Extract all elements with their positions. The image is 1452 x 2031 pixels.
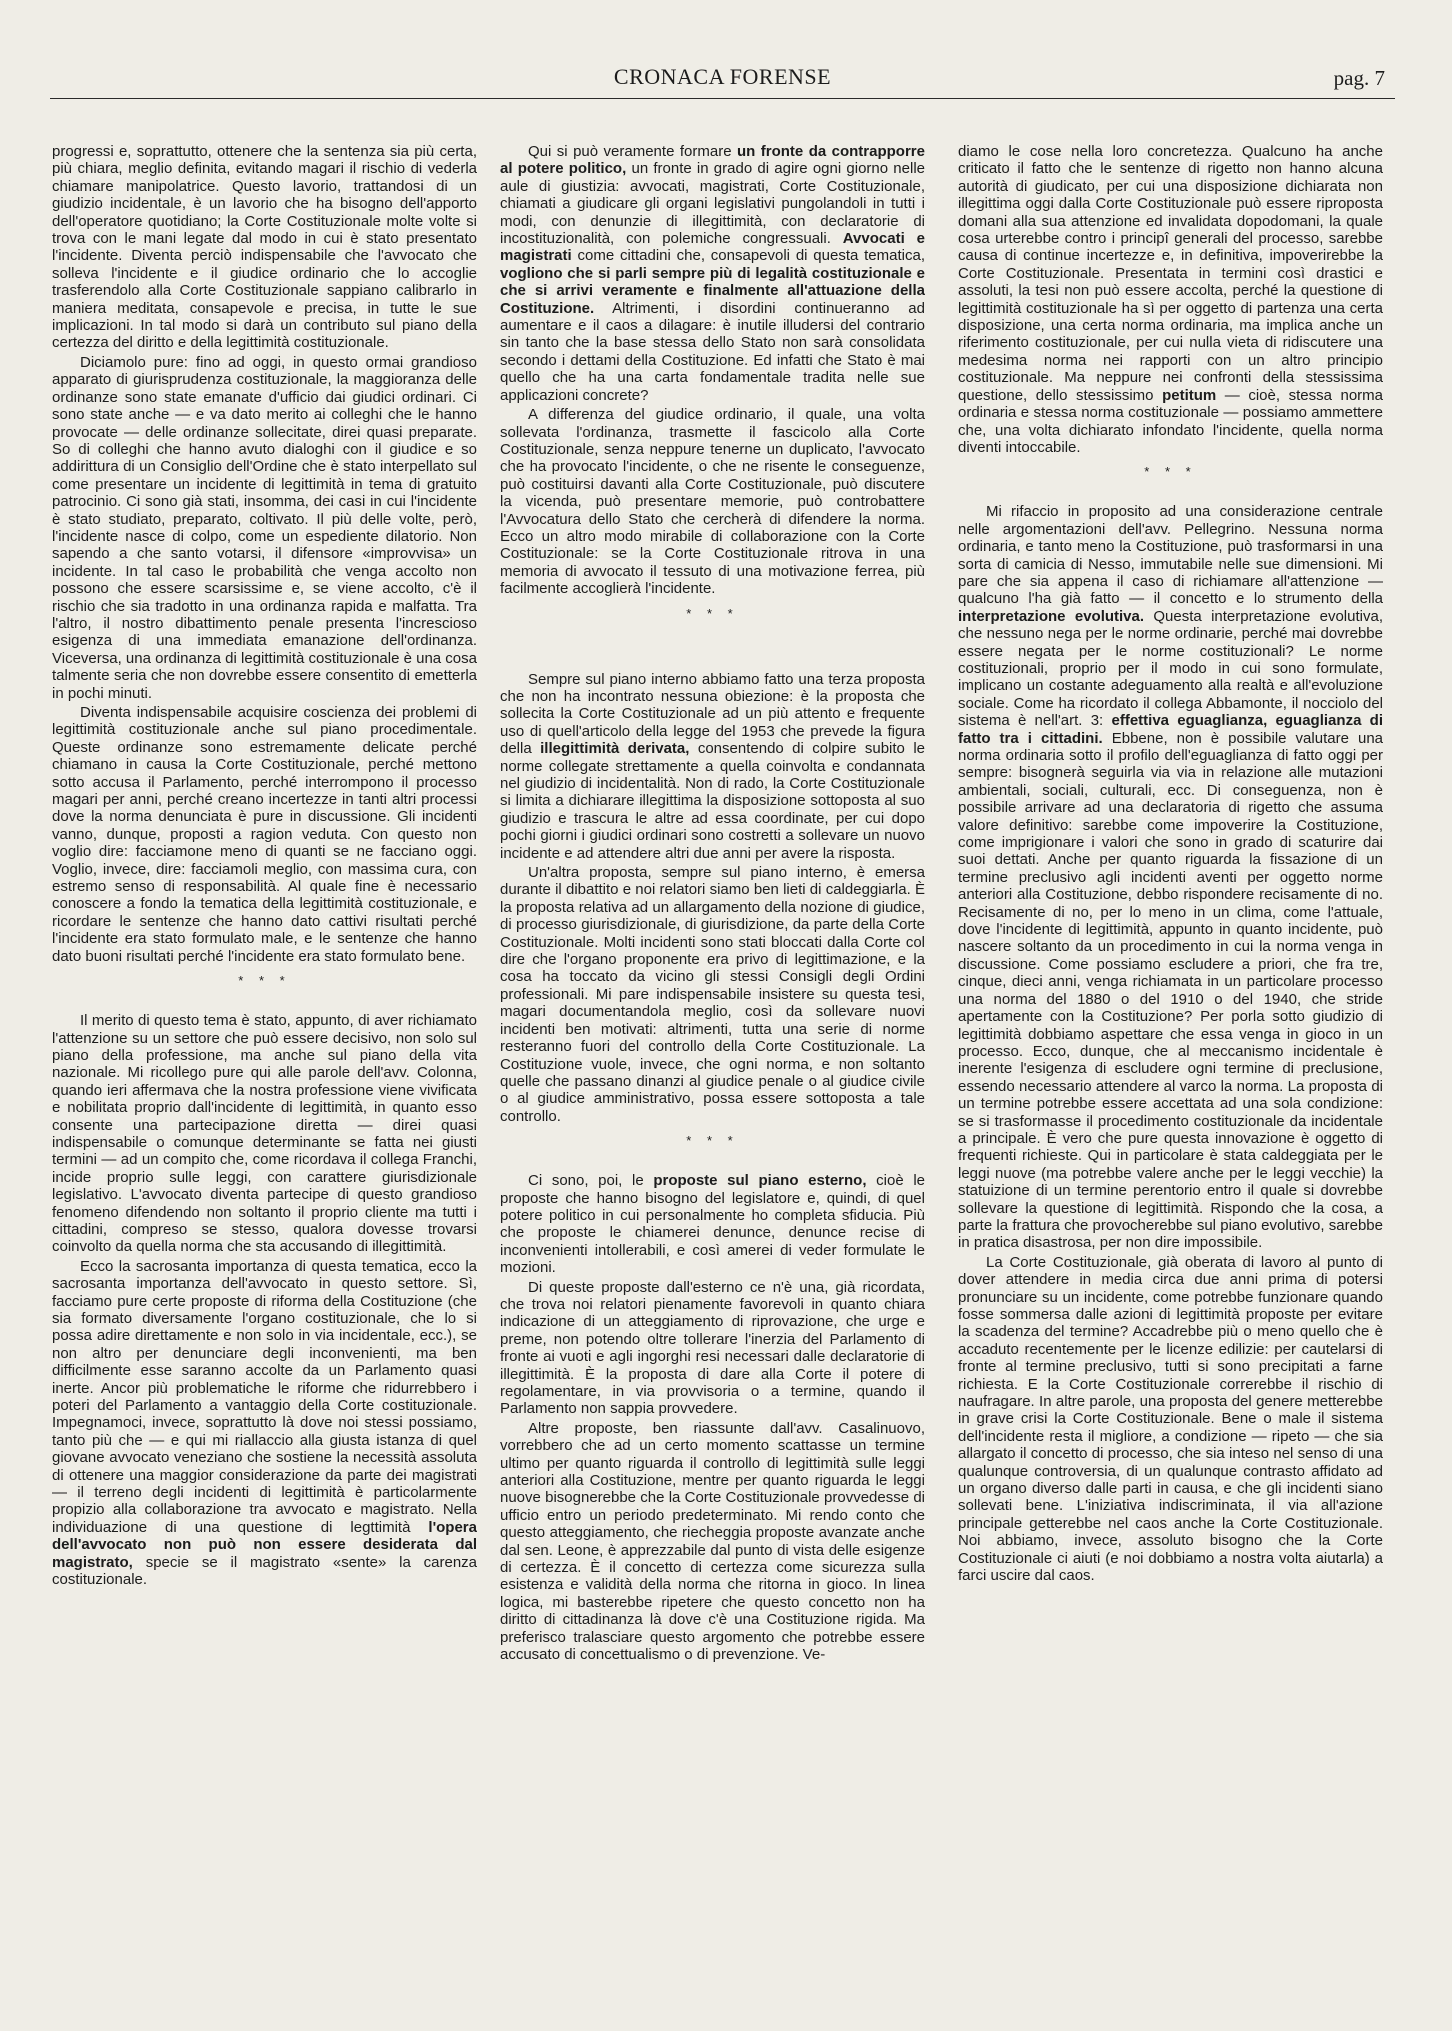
paragraph: Di queste proposte dall'esterno ce n'è una, già ricordata, che trova noi relatori pienamente favorevoli in quanto chiara indicazione di un atteggiamento di riprovazione, che urge e preme, non potendo oltre tollerare l'inerzia del Parlamento di fronte ai vuoti e agli ingorghi resi necessari dalle declaratorie di illegittimità. È la proposta di dare alla Corte il potere di regolamentare, in via provvisoria o a termine, quando il Parlamento non sappia provvedere. (500, 1278, 925, 1418)
section-separator: * * * (686, 1133, 739, 1149)
paragraph: Un'altra proposta, sempre sul piano interno, è emersa durante il dibattito e noi relatori siamo ben lieti di caldeggiarla. È la proposta relativa ad un allargamento della nozione di giudice, di processo giurisdizionale, di giurisdizione, da parte della Corte Costituzionale. Molti incidenti sono stati bloccati dalla Corte col dire che l'organo proponente era privo di legittimazione, e la cosa ha toccato da vicino gli stessi Consigli degli Ordini professionali. Mi pare indispensabile insistere su questa tesi, magari documentandola meglio, così da sollevare nuovi incidenti ben motivati: altrimenti, tutta una serie di norme resteranno fuori del controllo della Corte Costituzionale. La Costituzione vuole, invece, che ogni norma, e non soltanto quelle che passano dinanzi al giudice penale o al giudice civile o al giudice amministrativo, possa essere sottoposta a tale controllo. (500, 864, 925, 1125)
paragraph (500, 1172, 925, 1276)
section-separator: * * * (238, 973, 291, 989)
spacer (500, 645, 925, 671)
section-separator: * * * (686, 605, 739, 621)
journal-title: CRONACA FORENSE (613, 64, 832, 89)
page-number: pag. 7 (1333, 66, 1385, 90)
text-run: un fronte in grado di agire ogni giorno nelle aule di giustizia: avvocati, magistrati, Corte Costituzionale, chiamati a giudicare gli organi legislativi pungolandoli in tutti i modi, con denunzie di illegittimità, con declaratorie di incostituzionalità, con polemiche congressuali. (500, 160, 925, 248)
page-header (50, 58, 1395, 99)
text-run: — cioè, stessa norma ordinaria e stessa norma costituzionale — possiamo ammettere che, una volta dichiarato infondato l'incidente, quella norma diventi intoccabile. (958, 386, 1383, 456)
paragraph (958, 503, 1383, 1251)
text-run: Sempre sul piano interno abbiamo fatto una terza proposta che non ha incontrato nessuna obiezione: è la proposta che sollecita la Corte Costituzionale ad un più attento e frequente uso di quell'articolo della legge del 1953 che prevede la figura della (500, 670, 925, 758)
bold-text: petitum (1162, 386, 1217, 404)
paragraph: Diciamolo pure: fino ad oggi, in questo ormai grandioso apparato di giurisprudenza costituzionale, la maggioranza delle ordinanze sono state emanate d'ufficio dai giudici ordinari. Ci sono state anche — e va dato merito ai colleghi che le hanno provocate — delle ordinanze sollecitate, direi quasi preparate. So di colleghi che hanno avuto dialoghi con il giudice e so addirittura di un Consiglio dell'Ordine che è stato interpellato sul come presentare un incidente di legittimità in tema di gratuito patrocinio. Ci sono già stati, insomma, dei casi in cui l'incidente è stato studiato, preparato, coltivato. Il più delle volte, però, l'incidente nasce di colpo, come un espediente dilatorio. Non sapendo a che santo votarsi, il difensore «improvvisa» un incidente. In tal caso le probabilità che venga accolto non possono che essere scarsissime e, se viene accolto, c'è il rischio che sia tradotto in una ordinanza rapida e malfatta. Tra l'altro, il nostro dibattimento penale presenta l'increscioso esigenza di una immediata emanazione dell'ordinanza. Viceversa, una ordinanza di legittimità costituzionale è una cosa talmente seria che non dovrebbe essere consentito di emetterla in pochi minuti. (52, 353, 477, 702)
bold-text: effettiva eguaglianza, eguaglianza di fatto tra i cittadini. (958, 712, 1383, 747)
paragraph (500, 143, 925, 404)
paragraph (958, 143, 1383, 456)
bold-text: vogliono che si parli sempre più di legalità costituzionale e che si arrivi veramente e finalmente all'attuazione della Costituzione. (500, 264, 925, 317)
text-run: cioè le proposte che hanno bisogno del legislatore e, quindi, di quel potere politico in cui personalmente ho completa sfiducia. Più che proposte le chiamerei denunce, denunce recise di inconvenienti intollerabili, e così amerei di veder formulate le mozioni. (500, 1172, 925, 1277)
text-run: diamo le cose nella loro concretezza. Qualcuno ha anche criticato il fatto che le sentenze di rigetto non hanno alcuna autorità di giudicato, per cui una disposizione dichiarata non illegittima oggi dalla Corte Costituzionale può essere riproposta domani alla sua attenzione ed invalidata dopodomani, la quale cosa urterebbe contro i principî generali del processo, sarebbe causa di continue incertezze e, in definitiva, impoverirebbe la Corte Costituzionale. Presentata in termini così drastici e assoluti, la tesi non può essere accolta, perché la questione di legittimità costituzionale ha sì per oggetto di partenza una certa disposizione, una certa norma ordinaria, ma implica anche un riferimento costituzionale, per cui nulla vieta di ridiscutere una medesima norma nei rapporti con un altro principio costituzionale. Ma neppure nei confronti della stessissima questione, dello stessissimo (958, 143, 1383, 404)
column-left (52, 143, 477, 2003)
paragraph: A differenza del giudice ordinario, il quale, una volta sollevata l'ordinanza, trasmette il fascicolo alla Corte Costituzionale, senza neppure tenerne un duplicato, l'avvocato che ha provocato l'incidente, o che ne risente le conseguenze, può costituirsi davanti alla Corte Costituzionale, può discutere la vicenda, può presentare memorie, può controbattere l'Avvocatura dello Stato che cercherà di difendere la norma. Ecco un altro modo mirabile di collaborazione con la Corte Costituzionale: se la Corte Costituzionale ritrova in una memoria di avvocato il tessuto di una motivazione ferrea, più facilmente accoglierà l'incidente. (500, 406, 925, 598)
text-run: Altrimenti, i disordini continueranno ad aumentare e il caos a dilagare: è inutile illudersi del contrario sin tanto che la base stessa dello Stato non sarà consolidata secondo i dettami della Costituzione. Ed infatti che Stato è mai quello che ha una carta fondamentale tradita nelle sue applicazioni concrete? (500, 299, 925, 404)
text-run: specie se il magistrato «sente» la carenza costituzionale. (52, 1553, 477, 1589)
paragraph: Diventa indispensabile acquisire coscienza dei problemi di legittimità costituzionale anche sul piano procedimentale. Queste ordinanze sono estremamente delicate perché chiamano in causa la Corte Costituzionale, perché mettono sotto accusa il Parlamento, perché interrompono il processo magari per anni, perché creano incertezze in tanti altri processi dove la norma denunciata è pure in discussione. Gli incidenti vanno, dunque, proposti a ragion veduta. Con questo non voglio dire: facciamone meno di quanti se ne facciano oggi. Voglio, invece, dire: facciamoli meglio, con massima cura, con estremo senso di responsabilità. Al quale fine è necessario conoscere a fondo la tematica della legittimità costituzionale, e ricordare le sentenze che hanno dato cattivi risultati perché l'incidente era stato formulato male, e le sentenze che hanno dato buoni risultati perché l'incidente era stato formulato bene. (52, 704, 477, 965)
text-run: Ebbene, non è possibile valutare una norma ordinaria sotto il profilo dell'eguaglianza di fatto oggi per sempre: bisognerà seguirla via via in relazione alle mutazioni ambientali, sociali, culturali, ecc. Di conseguenza, non è possibile arrivare ad una declaratoria di rigetto che assuma valore definitivo: sarebbe come impoverire la Costituzione, come imprigionare i valori che sono in grado di scaturire dai suoi dettati. Anche per quanto riguarda la fissazione di un termine preclusivo agli incidenti aventi per oggetto norme anteriori alla Costituzione, debbo rispondere recisamente di no. Recisamente di no, per lo meno in un clima, come l'attuale, dove l'incidente di legittimità, appunto in quanto incidente, può nascere soltanto da un procedimento in cui la norma venga in discussione. Come possiamo escludere a priori, che fra tre, cinque, dieci anni, venga richiamata in un particolare processo una norma del 1880 o del 1910 o del 1940, che stride apertamente con la Costituzione? Per porla sotto giudizio di legittimità dobbiamo aspettare che essa venga in gioco in un processo. Ecco, dunque, che al meccanismo incidentale è inerente l'esigenza di escludere ogni termine di preclusione, essendo necessario attendere al varco la norma. La proposta di un termine potrebbe essere accettata ad una sola condizione: se si trasformasse il procedimento costituzionale da incidentale a principale. È vero che pure questa innovazione è oggetto di frequenti richieste. Qui in particolare è stata caldeggiata per le leggi nuove (ma potrebbe valere anche per le leggi vecchie) la statuizione di un termine perentorio entro il quale si dovrebbe sollevare la questione di legittimità. Rispondo che la cosa, a parte la frattura che provocherebbe sul piano evolutivo, sarebbe in pratica disastrosa, per non dire impossibile. (958, 729, 1383, 1252)
text-run: come cittadini che, consapevoli di questa tematica, (571, 247, 925, 265)
text-run: consentendo di colpire subito le norme collegate strettamente a quella coinvolta e condannata nel giudizio di incidentalità. Non di rado, la Corte Costituzionale si limita a dichiarare illegittima la disposizione sottoposta al suo giudizio e trascura le altre ad essa coordinate, per cui dopo pochi giorni i giudici ordinari sono costretti a sollevare un nuovo incidente e ad attendere altri due anni per avere la risposta. (500, 740, 925, 862)
paragraph (52, 1258, 477, 1589)
paragraph: progressi e, soprattutto, ottenere che la sentenza sia più certa, più chiara, meglio definita, evitando magari il rischio di vederla chiamare manipolatrice. Questo lavorio, trattandosi di un giudizio incidentale, è un lavorio che ha bisogno dell'apporto dell'operatore quotidiano; la Corte Costituzionale molte volte si trova con le mani legate dal modo in cui è stato presentato l'incidente. Diventa perciò indispensabile che l'avvocato che solleva l'incidente e il giudice ordinario che lo accoglie trasferendolo alla Corte Costituzionale sappiano calibrarlo in maniera meditata, consapevole e precisa, in tutte le sue implicazioni. In tal modo si darà un contributo sul piano della certezza del diritto e della legittimità costituzionale. (52, 143, 477, 352)
text-run: Qui si può veramente formare (528, 143, 737, 160)
paragraph (500, 671, 925, 862)
bold-text: interpretazione evolutiva. (958, 607, 1145, 625)
bold-text: un fronte da contrapporre al potere politico, (500, 143, 925, 178)
column-middle (500, 143, 925, 2003)
section-separator: * * * (1144, 464, 1197, 480)
bold-text: Avvocati e magistrati (500, 230, 925, 265)
text-run: Ecco la sacrosanta importanza di questa tematica, ecco la sacrosanta importanza dell'avvocato in questo settore. Sì, facciamo pure certe proposte di riforma della Costituzione (che sia formato diversamente l'organo costituzionale, che lo si possa adire direttamente e non solo in via incidentale, ecc.), se non altro per denunciare degli inconvenienti, ma ben difficilmente esse saranno accolte da un Parlamento quasi inerte. Ancor più problematiche le riforme che ridurrebbero i poteri del Parlamento a vantaggio della Corte costituzionale. Impegnamoci, invece, soprattutto là dove noi stessi possiamo, tanto più che — e qui mi riallaccio alla giusta istanza di quel giovane avvocato veneziano che sostiene la necessità assoluta di ottenere una maggior considerazione da parte dei magistrati — il terreno degli incidenti di legittimità è particolarmente propizio alla collaborazione tra avvocato e magistrato. Nella individuazione di una questione di legttimità (52, 1257, 477, 1536)
bold-text: l'opera dell'avvocato non può non essere desiderata dal magistrato, (52, 1518, 477, 1571)
paragraph: Il merito di questo tema è stato, appunto, di aver richiamato l'attenzione su un settore che può essere decisivo, non solo sul piano della professione, ma anche sul piano della vita nazionale. Mi ricollego pure qui alle parole dell'avv. Colonna, quando ieri affermava che la nostra professione viene vivificata e nobilitata proprio dall'incidente di legittimità, in quanto esso consente una partecipazione diretta — direi quasi indispensabile o comunque determinante se fatta nei giusti termini — ad un compito che, come ricordava il collega Franchi, incide proprio sulle leggi, con carattere giurisdizionale legislativo. L'avvocato diventa partecipe di questo grandioso fenomeno difendendo non soltanto il proprio cliente ma tutti i cittadini, compreso se stesso, qualora dovesse trovarsi coinvolto da quella norma che sta accusando di illegittimità. (52, 1012, 477, 1256)
column-right (958, 143, 1383, 2003)
paragraph: La Corte Costituzionale, già oberata di lavoro al punto di dover attendere in media circa due anni prima di potersi pronunciare su un incidente, come potrebbe funzionare quando fosse sommersa dalle azioni di legittimità proposte per evitare la scadenza del termine? Accadrebbe più o meno quello che è accaduto recentemente per le licenze edilizie: per cautelarsi di fronte al termine preclusivo, tutti si sono precipitati a farne richiesta. E la Corte Costituzionale correrebbe il rischio di naufragare. In altre parole, una proposta del genere metterebbe in grave crisi la Corte Costituzionale. Bene o male il sistema dell'incidente resta il migliore, a condizione — ripeto — che sia allargato il concetto di processo, che sia inteso nel senso di una qualunque controversia, di un qualunque contrasto affidato ad un organo diverso dalle parti in causa, e che gli incidenti siano sollevati bene. L'iniziativa indiscriminata, il via all'azione principale getterebbe nel caos anche la Corte Costituzionale. Noi abbiamo, invece, assoluto bisogno che la Corte Costituzionale ci aiuti (e noi dobbiamo a nostra volta aiutarla) a farci uscire dal caos. (958, 1253, 1383, 1585)
text-run: Questa interpretazione evolutiva, che nessuno nega per le norme ordinarie, perché mai dovrebbe essere negata per le norme costituzionali? Le norme costituzionali, proprio per il modo in cui sono formulate, implicano un costante adeguamento alla realtà e all'evoluzione sociale. Come ha ricordato il collega Abbamonte, il nocciolo del sistema è nell'art. 3: (958, 607, 1383, 730)
text-run: Mi rifaccio in proposito ad una considerazione centrale nelle argomentazioni dell'avv. Pellegrino. Nessuna norma ordinaria, e tanto meno la Costituzione, può trasformarsi in una sorta di camicia di Nesso, immutabile nelle sue dimensioni. Mi pare che sia appena il caso di richiamare all'attenzione — qualcuno l'ha già fatto — il concetto e lo strumento della (958, 503, 1383, 608)
text-run: Ci sono, poi, le (528, 1172, 654, 1190)
bold-text: illegittimità derivata, (540, 740, 690, 758)
paragraph: Altre proposte, ben riassunte dall'avv. Casalinuovo, vorrebbero che ad un certo momento scattasse un termine ultimo per quanto riguarda il controllo di legittimità sulle leggi anteriori alla Costituzione, mentre per quanto riguarda le leggi nuove bisognerebbe che la Corte Costituzionale provvedesse di ufficio entro un periodo predeterminato. Mi rendo conto che questo atteggiamento, che riecheggia proposte avanzate anche dal sen. Leone, è apprezzabile dal punto di vista delle esigenze di certezza. È il concetto di certezza come sicurezza sulla esistenza e validità della norma che ritorna in gioco. In linea logica, mi basterebbe ripetere che questo concetto non ha diritto di cittadinanza là dove c'è una Costituzione rigida. Ma preferisco tralasciare questo argomento che potrebbe essere accusato di concettualismo o di prevenzione. Ve- (500, 1419, 925, 1664)
bold-text: proposte sul piano esterno, (653, 1172, 867, 1190)
